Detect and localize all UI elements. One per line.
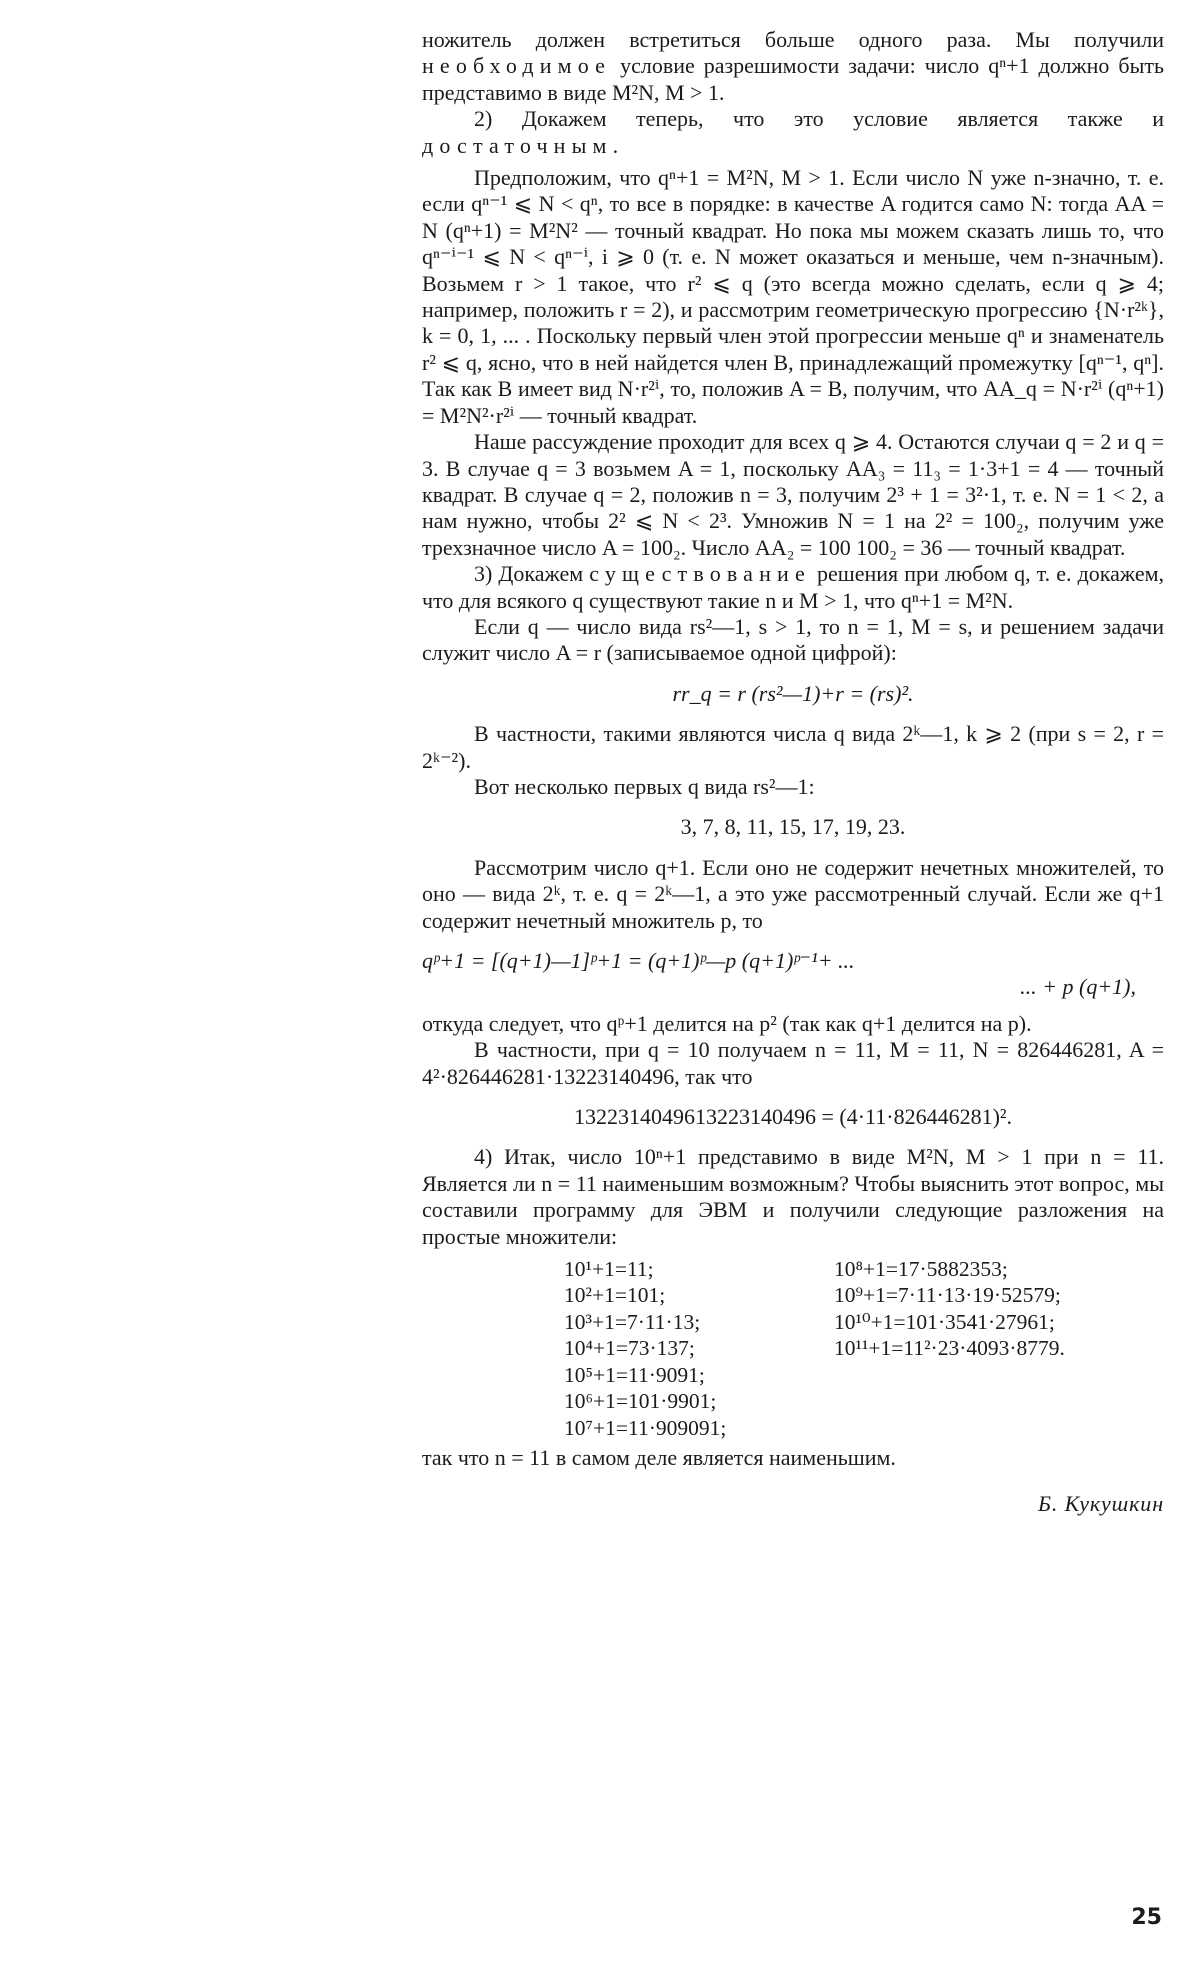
factorization-row: 10⁵+1=11·9091;	[564, 1362, 705, 1387]
page-number: 25	[1131, 1905, 1162, 1930]
factorization-row: 10⁸+1=17·5882353;	[834, 1257, 1008, 1282]
paragraph-10: откуда следует, что qᵖ+1 делится на p² (так как q+1 делится на p).	[422, 1010, 1032, 1036]
paragraph-2: 2) Докажем теперь, что это условие является также и достаточным.	[422, 106, 1164, 158]
factorization-row: 10⁹+1=7·11·13·19·52579;	[834, 1283, 1061, 1308]
formula-square: 1322314049613223140496 = (4·11·826446281)².	[574, 1104, 1012, 1130]
paragraph-13: так что n = 11 в самом деле является наименьшим.	[422, 1444, 896, 1470]
paragraph-5: 3) Докажем существование решения при любом q, т. е. докажем, что для всякого q существуют такие n и M > 1, что qⁿ+1 = M²N.	[422, 561, 1165, 613]
factorization-right-column	[834, 1256, 1154, 1441]
paragraph-4: Наше рассуждение проходит для всех q ⩾ 4. Остаются случаи q = 2 и q = 3. В случае q = 3 возьмем A = 1, поскольку AA₃ = 11₃ = 1·3+1 = 4 — точный квадрат. В случае q = 2, положив n = 3, получим 2³ + 1 = 3²·1, т. е. N = 1 < 2, а нам нужно, чтобы 2² ⩽ N < 2³. Умножив N = 1 на 2² = 100₂, получим уже трехзначное число A = 100₂. Число AA₂ = 100 100₂ = 36 — точный квадрат.	[422, 429, 1164, 560]
factorization-row: 10³+1=7·11·13;	[564, 1309, 701, 1334]
paragraph-1: ножитель должен встретиться больше одного раза. Мы получили необходимое условие разрешимости задачи: число qⁿ+1 должно быть представимо в виде M²N, M > 1.	[422, 27, 1164, 105]
factorization-row: 10⁶+1=101·9901;	[564, 1389, 717, 1414]
spaced-word: необходимое	[422, 53, 612, 79]
formula-list: 3, 7, 8, 11, 15, 17, 19, 23.	[680, 814, 906, 840]
factorization-row: 10¹¹+1=11²·23·4093·8779.	[834, 1336, 1065, 1361]
spaced-word: существование	[589, 561, 811, 587]
factorization-left-column	[564, 1256, 834, 1441]
factorization-row: 10⁴+1=73·137;	[564, 1336, 695, 1361]
factorization-row: 10²+1=101;	[564, 1283, 666, 1308]
formula-binomial: qᵖ+1 = [(q+1)—1]ᵖ+1 = (q+1)ᵖ—p (q+1)ᵖ⁻¹+ ... ... + p (q+1),	[422, 948, 1136, 1000]
paragraph-11: В частности, при q = 10 получаем n = 11, M = 11, N = 826446281, A = 4²·826446281·13223140496, так что	[422, 1037, 1164, 1089]
paragraph-6: Если q — число вида rs²—1, s > 1, то n = 1, M = s, и решением задачи служит число A = r (записываемое одной цифрой):	[422, 613, 1164, 666]
author-signature: Б. Кукушкин	[1038, 1491, 1164, 1517]
paragraph-7: В частности, такими являются числа q вида 2ᵏ—1, k ⩾ 2 (при s = 2, r = 2ᵏ⁻²).	[422, 721, 1164, 773]
spaced-word: достаточным.	[422, 132, 625, 158]
factorization-table	[564, 1256, 1164, 1441]
factorization-row: 10⁷+1=11·909091;	[564, 1415, 727, 1440]
formula-rr: rr_q = r (rs²—1)+r = (rs)².	[672, 680, 914, 706]
paragraph-12: 4) Итак, число 10ⁿ+1 представимо в виде M²N, M > 1 при n = 11. Является ли n = 11 наименьшим возможным? Чтобы выяснить этот вопрос, мы составили программу для ЭВМ и получили следующие разложения на простые множители:	[422, 1144, 1164, 1249]
paragraph-8: Вот несколько первых q вида rs²—1:	[474, 773, 815, 799]
paragraph-9: Рассмотрим число q+1. Если оно не содержит нечетных множителей, то оно — вида 2ᵏ, т. е. q = 2ᵏ—1, а это уже рассмотренный случай. Если же q+1 содержит нечетный множитель p, то	[422, 854, 1164, 933]
factorization-row: 10¹⁰+1=101·3541·27961;	[834, 1309, 1055, 1334]
article-body	[422, 27, 1164, 1540]
paragraph-3: Предположим, что qⁿ+1 = M²N, M > 1. Если число N уже n-значно, т. е. если qⁿ⁻¹ ⩽ N < qⁿ, то все в порядке: в качестве A годится само N: тогда AA = N (qⁿ+1) = M²N² — точный квадрат. Но пока мы можем сказать лишь то, что qⁿ⁻ⁱ⁻¹ ⩽ N < qⁿ⁻ⁱ, i ⩾ 0 (т. е. N может оказаться и меньше, чем n-значным). Возьмем r > 1 такое, что r² ⩽ q (это всегда можно сделать, если q ⩾ 4; например, положить r = 2), и рассмотрим геометрическую прогрессию {N·r²ᵏ}, k = 0, 1, ... . Поскольку первый член этой прогрессии меньше qⁿ и знаменатель r² ⩽ q, ясно, что в ней найдется член B, принадлежащий промежутку [qⁿ⁻¹, qⁿ]. Так как B имеет вид N·r²ⁱ, то, положив A = B, получим, что AA_q = N·r²ⁱ (qⁿ+1) = M²N²·r²ⁱ — точный квадрат.	[422, 165, 1164, 428]
factorization-row: 10¹+1=11;	[564, 1257, 654, 1282]
